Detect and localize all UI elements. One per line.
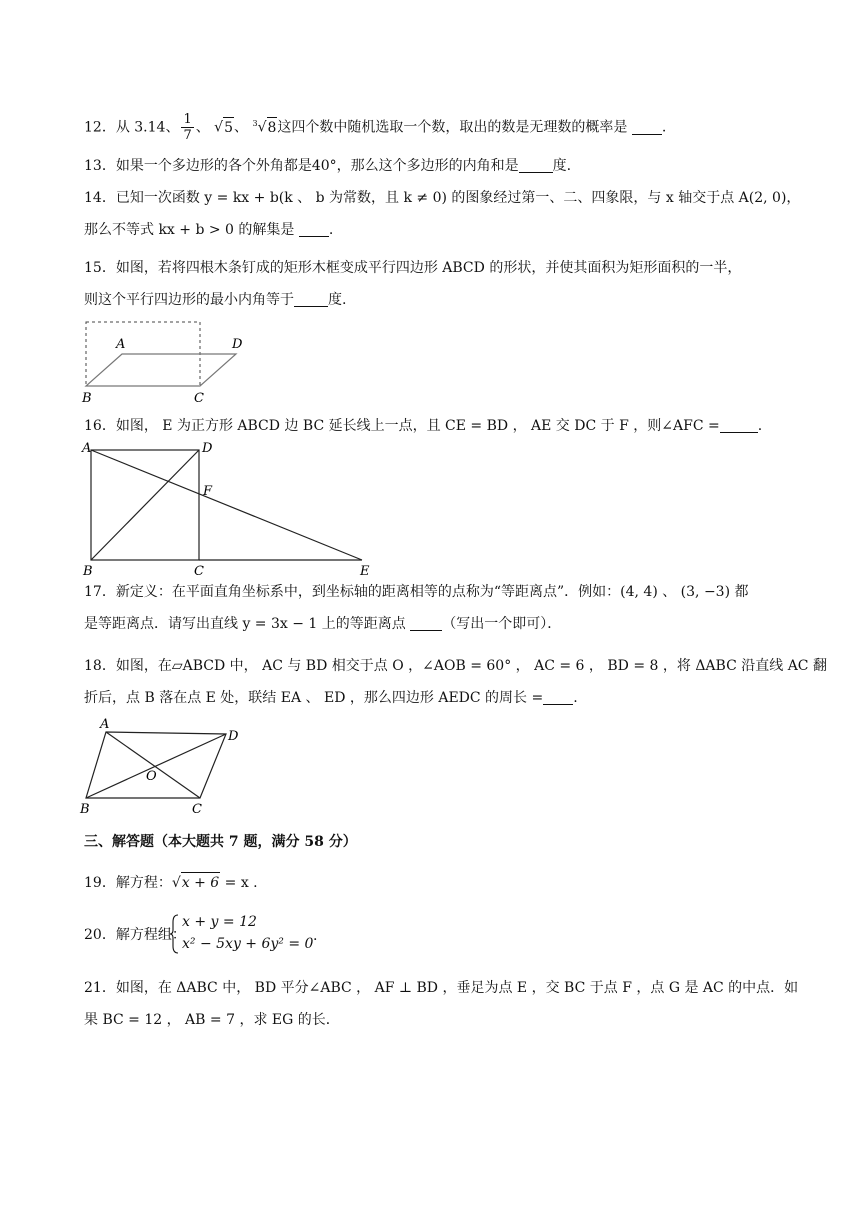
segment-ae (91, 450, 362, 560)
answer-blank[interactable] (720, 418, 758, 433)
label-a: A (100, 717, 110, 732)
label-d: D (232, 337, 243, 352)
label-e: E (360, 564, 370, 578)
label-a: A (116, 337, 126, 352)
label-o: O (146, 769, 157, 784)
question-17-line-2: 是等距离点．请写出直线 y = 3x − 1 上的等距离点 （写出一个即可）． (84, 616, 562, 632)
system-equation-1: x + y = 12 (182, 914, 257, 930)
question-17-line-1: 17．新定义：在平面直角坐标系中，到坐标轴的距离相等的点称为“等距离点”．例如：(4, 4) 、 (3, −3) 都 (84, 584, 749, 600)
question-15-line-1: 15．如图，若将四根木条钉成的矩形木框变成平行四边形 ABCD 的形状，并使其面积为矩形面积的一半， (84, 260, 742, 276)
sqrt-5: 5 (223, 117, 234, 138)
system-end-period: . (313, 928, 318, 944)
label-b: B (80, 802, 90, 817)
figure-16-square (78, 438, 378, 578)
answer-blank[interactable] (299, 222, 329, 237)
question-16: 16．如图， E 为正方形 ABCD 边 BC 延长线上一点，且 CE = BD ， AE 交 DC 于 F ，则∠AFC = . (84, 418, 763, 434)
question-19: 19．解方程：√x + 6 = x . (84, 872, 258, 893)
question-20: 20．解方程组： (84, 927, 186, 943)
diagonal-ac (106, 732, 200, 798)
sqrt-x-plus-6: x + 6 (181, 872, 220, 893)
system-equation-2: x² − 5xy + 6y² = 0 (182, 936, 314, 952)
figure-15-parallelogram (78, 318, 268, 408)
cube-root-8: 8 (267, 117, 278, 138)
label-f: F (203, 484, 213, 499)
label-b: B (83, 564, 93, 578)
question-13: 13．如果一个多边形的各个外角都是40°，那么这个多边形的内角和是 度. (84, 158, 572, 174)
question-15-line-2: 则这个平行四边形的最小内角等于 度. (84, 292, 347, 308)
label-c: C (194, 564, 204, 578)
section-3-heading: 三、解答题（本大题共 7 题，满分 58 分） (84, 834, 357, 850)
question-18-line-2: 折后，点 B 落在点 E 处，联结 EA 、 ED ，那么四边形 AEDC 的周长 = . (84, 690, 578, 706)
question-21-line-2: 果 BC = 12 ， AB = 7 ，求 EG 的长． (84, 1012, 340, 1028)
answer-blank[interactable] (410, 616, 442, 631)
question-14-line-2: 那么不等式 kx + b > 0 的解集是 . (84, 222, 334, 238)
figure-18-parallelogram (76, 716, 256, 820)
answer-blank[interactable] (632, 120, 662, 135)
parallelogram-abcd (86, 354, 236, 386)
question-14-line-1: 14．已知一次函数 y = kx + b(k 、 b 为常数，且 k ≠ 0) 的图象经过第一、二、四象限，与 x 轴交于点 A(2, 0)， (84, 190, 801, 206)
label-b: B (82, 391, 92, 406)
answer-blank[interactable] (294, 292, 328, 307)
label-a: A (82, 441, 92, 456)
answer-blank[interactable] (519, 158, 553, 173)
label-d: D (228, 729, 239, 744)
label-c: C (194, 391, 204, 406)
question-18-line-1: 18．如图，在▱ABCD 中， AC 与 BD 相交于点 O ，∠AOB = 60° ， AC = 6 ， BD = 8 ，将 ΔABC 沿直线 AC 翻 (84, 658, 827, 674)
fraction-one-seventh: $\frac{1}{7}$ (183, 112, 192, 143)
label-c: C (192, 802, 202, 817)
answer-blank[interactable] (543, 690, 573, 705)
diagonal-bd (91, 450, 199, 560)
diagonal-bd (86, 734, 226, 798)
question-12: 12．从 3.14、 $\frac{1}{7}$ 、 √5、 $^3$√8这四个数中随机选取一个数，取出的数是无理数的概率是 . (84, 112, 667, 143)
system-brace (170, 914, 180, 954)
label-d: D (202, 441, 213, 456)
question-21-line-1: 21．如图，在 ΔABC 中， BD 平分∠ABC ， AF ⊥ BD ，垂足为点 E ，交 BC 于点 F ，点 G 是 AC 的中点．如 (84, 980, 799, 996)
